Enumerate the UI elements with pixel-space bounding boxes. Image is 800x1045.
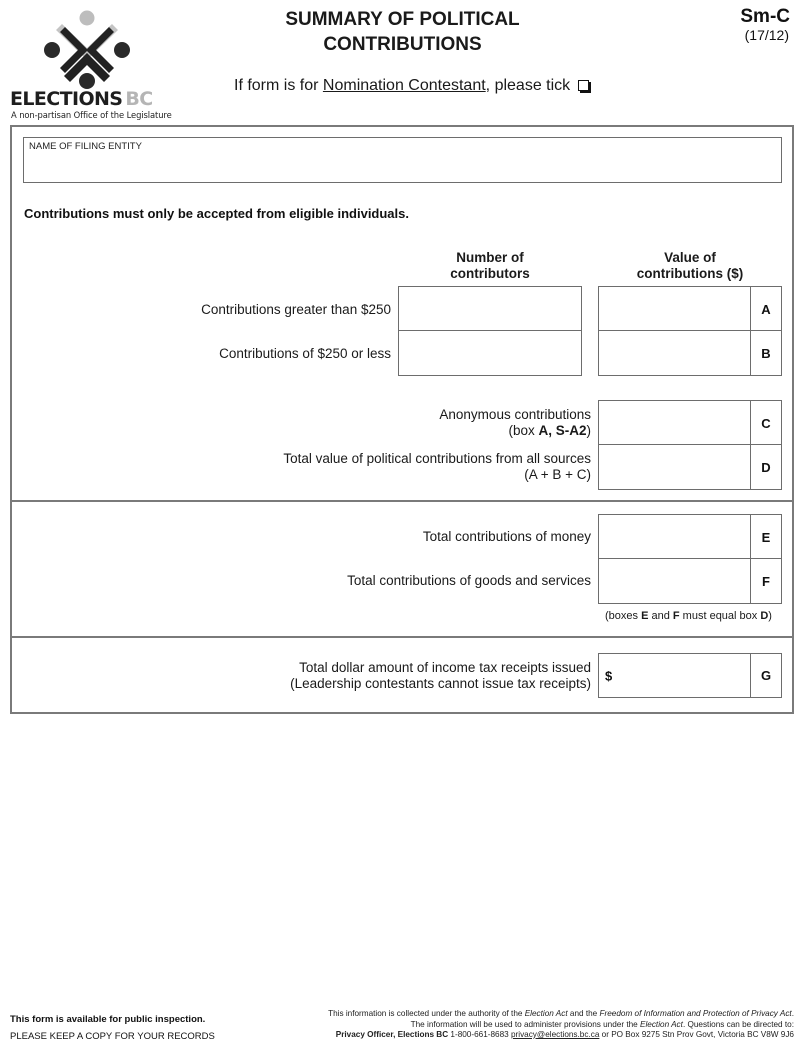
box-label-g: G: [750, 653, 782, 698]
label-part: (box: [508, 423, 539, 438]
box-label-e: E: [750, 514, 782, 560]
anonymous-contributions-label: [439, 407, 591, 439]
text-part: Freedom of Information and Protection of Privacy Act: [599, 1009, 792, 1018]
nomination-contestant-line: [234, 77, 589, 95]
value-box-a-input[interactable]: [598, 286, 752, 332]
box-label-a: A: [750, 286, 782, 332]
eligibility-warning: Contributions must only be accepted from eligible individuals.: [24, 206, 409, 221]
text-part: This information is collected under the authority of the: [328, 1009, 525, 1018]
label-part: A, S-A2: [538, 423, 587, 438]
text-part: .: [791, 1009, 794, 1018]
box-label-c: C: [750, 400, 782, 446]
privacy-line-2: [328, 1020, 794, 1031]
value-box-d-input[interactable]: [598, 444, 752, 490]
note-part: ): [768, 610, 772, 622]
privacy-address: or PO Box 9275 Stn Prov Govt, Victoria BC V8W 9J6: [599, 1030, 794, 1039]
label-line: Total value of political contributions from all sources: [283, 451, 591, 466]
nomination-contestant-checkbox[interactable]: [578, 80, 589, 91]
box-label-d: D: [750, 444, 782, 490]
form-title-line2: CONTRIBUTIONS: [323, 34, 482, 55]
text-part: The information will be used to administer provisions under the: [410, 1019, 640, 1029]
value-of-contributions-header: [598, 250, 782, 282]
note-part: D: [760, 610, 769, 622]
note-part: must equal box: [679, 610, 761, 622]
form-revision: (17/12): [744, 27, 789, 43]
section-divider-1: [10, 500, 794, 502]
box-label-f: F: [750, 558, 782, 604]
form-code-block: [740, 6, 790, 43]
header-line: contributors: [450, 266, 530, 281]
row-label-greater-than-250: Contributions greater than $250: [201, 302, 391, 317]
filing-entity-field[interactable]: [23, 137, 782, 183]
value-box-e-input[interactable]: [598, 514, 752, 560]
privacy-notice: [328, 1009, 794, 1041]
keep-copy-notice: PLEASE KEEP A COPY FOR YOUR RECORDS: [10, 1031, 215, 1042]
public-inspection-notice: This form is available for public inspection.: [10, 1014, 206, 1025]
text-part: Election Act: [640, 1019, 683, 1029]
label-line: (Leadership contestants cannot issue tax receipts): [290, 676, 591, 691]
total-contributions-all-sources-label: [283, 451, 591, 483]
box-label-b: B: [750, 330, 782, 376]
label-part: ): [586, 423, 591, 438]
note-part: (boxes: [605, 610, 642, 622]
value-box-c-input[interactable]: [598, 400, 752, 446]
income-tax-receipts-label: [290, 660, 591, 692]
note-part: and: [648, 610, 673, 622]
label-line: Total dollar amount of income tax receipts issued: [299, 660, 591, 675]
privacy-line-1: [328, 1009, 794, 1020]
form-code: Sm-C: [740, 6, 790, 27]
footer-left: [10, 1011, 215, 1045]
total-contributions-goods-services-label: Total contributions of goods and services: [347, 573, 591, 588]
nomination-contestant-label: Nomination Contestant: [322, 77, 486, 94]
label-line: [439, 423, 591, 439]
note-part: F: [672, 610, 680, 622]
text-part: Election Act: [524, 1009, 568, 1018]
text-part: . Questions can be directed to:: [682, 1019, 794, 1029]
elections-bc-people-emblem-icon: [42, 10, 132, 90]
note-part: E: [641, 610, 649, 622]
header-line: Value of: [664, 250, 716, 265]
nomination-prefix: If form is for: [234, 77, 323, 94]
boxes-e-f-equal-d-note: [605, 610, 772, 622]
label-line: (A + B + C): [524, 467, 591, 482]
text-part: and the: [567, 1009, 600, 1018]
form-title: [230, 7, 575, 57]
header-line: contributions ($): [636, 266, 744, 281]
row-label-250-or-less: Contributions of $250 or less: [219, 346, 391, 361]
label-line: Anonymous contributions: [439, 407, 591, 422]
elections-bc-logo: [10, 8, 172, 120]
logo-tagline: A non-partisan Office of the Legislature: [11, 110, 172, 120]
value-box-f-input[interactable]: [598, 558, 752, 604]
logo-wordmark: ELECTIONS BC: [10, 88, 153, 110]
total-contributions-money-label: Total contributions of money: [422, 529, 591, 544]
number-of-contributors-header: [398, 250, 582, 282]
value-box-g-input[interactable]: [598, 653, 752, 698]
nomination-suffix: , please tick: [485, 77, 571, 94]
number-contributors-greater-than-250-input[interactable]: [398, 286, 582, 332]
privacy-line-3: [328, 1030, 794, 1041]
privacy-officer-label: Privacy Officer, Elections BC: [335, 1030, 449, 1039]
section-divider-2: [10, 636, 794, 638]
privacy-email-link[interactable]: privacy@elections.bc.ca: [510, 1030, 600, 1039]
form-title-line1: SUMMARY OF POLITICAL: [285, 9, 520, 30]
value-box-b-input[interactable]: [598, 330, 752, 376]
header-line: Number of: [456, 250, 524, 265]
filing-entity-label: NAME OF FILING ENTITY: [29, 141, 142, 152]
dollar-sign: $: [605, 668, 613, 683]
number-contributors-250-or-less-input[interactable]: [398, 330, 582, 376]
privacy-phone: 1-800-661-8683: [448, 1030, 511, 1039]
